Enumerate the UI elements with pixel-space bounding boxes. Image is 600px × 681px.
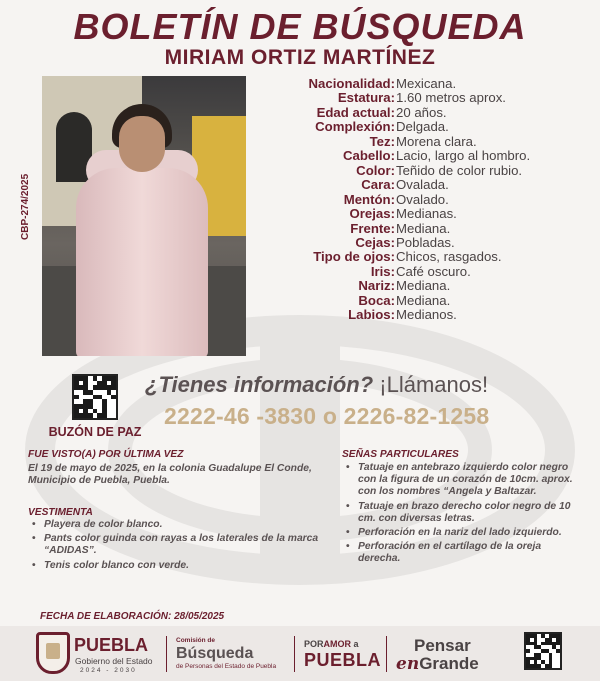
- detail-row: [280, 178, 580, 192]
- detail-row: [280, 265, 580, 279]
- detail-label: Tipo de ojos:: [313, 249, 395, 265]
- list-item: • Playera de color blanco.: [30, 519, 340, 531]
- detail-label: Cabello:: [342, 148, 395, 164]
- physical-details: [280, 77, 580, 323]
- detail-value: Medianos.: [396, 307, 457, 323]
- buzon-qr-code[interactable]: [72, 374, 118, 420]
- info-question: [145, 372, 488, 398]
- detail-label: Boca:: [358, 292, 395, 308]
- marks-title: SEÑAS PARTICULARES: [342, 449, 459, 460]
- clothing-list: [30, 519, 340, 574]
- footer-qr-code[interactable]: [524, 632, 562, 670]
- detail-label: Orejas:: [349, 206, 395, 222]
- footer-divider: [386, 636, 387, 672]
- phone-numbers: [164, 403, 489, 430]
- detail-label: Mentón:: [343, 191, 395, 207]
- clothing-title: VESTIMENTA: [28, 507, 93, 518]
- detail-value: Café oscuro.: [396, 263, 471, 279]
- bulletin-title: BOLETÍN DE BÚSQUEDA: [73, 6, 527, 47]
- puebla-shield-icon: [36, 632, 70, 674]
- detail-label: Tez:: [369, 133, 395, 149]
- detail-label: Cejas:: [355, 234, 395, 250]
- detail-value: Morena clara.: [396, 133, 477, 149]
- detail-label: Cara:: [361, 177, 395, 193]
- detail-value: 20 años.: [396, 104, 447, 120]
- detail-row: [280, 193, 580, 207]
- last-seen-text: El 19 de mayo de 2025, en la colonia Guadalupe El Conde, Municipio de Puebla, Puebla.: [28, 463, 312, 487]
- detail-value: Chicos, rasgados.: [396, 249, 502, 265]
- list-item: • Tenis color blanco con verde.: [30, 560, 340, 572]
- missing-person-name: MIRIAM ORTIZ MARTÍNEZ: [164, 46, 436, 69]
- detail-value: Mediana.: [396, 220, 451, 236]
- grande-text: Grande: [419, 654, 479, 673]
- en-text: en: [396, 654, 420, 674]
- detail-label: Nariz:: [358, 278, 395, 294]
- detail-row: [280, 77, 580, 91]
- detail-row: [280, 222, 580, 236]
- amor-text: AMOR: [323, 639, 352, 649]
- detail-label: Estatura:: [337, 90, 395, 106]
- buzon-de-paz-label: BUZÓN DE PAZ: [48, 425, 142, 439]
- en-grande-label: [396, 654, 479, 674]
- list-item: • Pants color guinda con rayas a los laterales de la marca “ADIDAS”.: [30, 533, 340, 557]
- phone-2[interactable]: 2226-82-1258: [343, 403, 490, 429]
- list-item: • Perforación en la nariz del lado izquierdo.: [344, 527, 584, 539]
- list-item: • Tatuaje en brazo derecho color negro de 10 cm. con diversas letras.: [344, 501, 584, 525]
- detail-value: Delgada.: [396, 119, 449, 135]
- detail-value: Teñido de color rubio.: [396, 162, 523, 178]
- detail-value: Medianas.: [396, 206, 457, 222]
- detail-row: [280, 236, 580, 250]
- detail-row: [280, 106, 580, 120]
- detail-value: Mexicana.: [396, 76, 457, 91]
- detail-row: [280, 120, 580, 134]
- por-text: POR: [304, 639, 324, 649]
- detail-value: Pobladas.: [396, 234, 455, 250]
- government-years: 2024 - 2030: [80, 667, 137, 674]
- detail-row: [280, 91, 580, 105]
- detail-row: [280, 250, 580, 264]
- pensar-label: Pensar: [414, 636, 471, 655]
- detail-label: Labios:: [348, 307, 395, 323]
- list-item: • Perforación en el cartílago de la oreja derecha.: [344, 541, 584, 565]
- detail-row: [280, 149, 580, 163]
- call-us: ¡Llámanos!: [373, 372, 489, 397]
- comision-label: Comisión de: [176, 637, 216, 644]
- detail-value: Lacio, largo al hombro.: [396, 148, 531, 164]
- detail-label: Iris:: [370, 263, 395, 279]
- detail-value: 1.60 metros aprox.: [396, 90, 506, 106]
- puebla-logo-text: PUEBLA: [74, 635, 149, 655]
- detail-row: [280, 164, 580, 178]
- marks-list: [344, 462, 584, 568]
- detail-row: [280, 294, 580, 308]
- comision-subtitle: de Personas del Estado de Puebla: [176, 663, 277, 670]
- detail-label: Color:: [356, 162, 395, 178]
- gobierno-label: Gobierno del Estado: [75, 656, 153, 666]
- elaboration-date: FECHA DE ELABORACIÓN: 28/05/2025: [40, 611, 225, 622]
- footer-divider: [294, 636, 295, 672]
- detail-label: Frente:: [350, 220, 395, 236]
- phone-1[interactable]: 2222-46 -3830: [164, 403, 317, 429]
- detail-value: Mediana.: [396, 292, 451, 308]
- footer-divider: [166, 636, 167, 672]
- a-text: a: [353, 639, 359, 649]
- por-amor-label: [304, 639, 359, 649]
- question-bold: ¿Tienes información?: [145, 372, 374, 397]
- detail-label: Complexión:: [315, 119, 395, 135]
- missing-person-photo: [42, 76, 246, 356]
- por-amor-puebla: PUEBLA: [304, 650, 382, 670]
- detail-row: [280, 135, 580, 149]
- detail-value: Mediana.: [396, 278, 451, 294]
- detail-value: Ovalada.: [396, 177, 449, 193]
- detail-value: Ovalado.: [396, 191, 449, 207]
- phone-or: o: [316, 403, 344, 429]
- list-item: • Tatuaje en antebrazo izquierdo color negro con la figura de un corazón de 10cm. aprox. con los nombres “Angela y Baltazar.: [344, 462, 584, 499]
- case-id: CBP-274/2025: [20, 173, 31, 240]
- detail-label: Edad actual:: [316, 104, 395, 120]
- detail-row: [280, 207, 580, 221]
- detail-label: Nacionalidad:: [308, 76, 395, 91]
- detail-row: [280, 279, 580, 293]
- comision-busqueda: Búsqueda: [176, 645, 254, 662]
- last-seen-title: FUE VISTO(A) POR ÚLTIMA VEZ: [28, 449, 184, 460]
- detail-row: [280, 308, 580, 322]
